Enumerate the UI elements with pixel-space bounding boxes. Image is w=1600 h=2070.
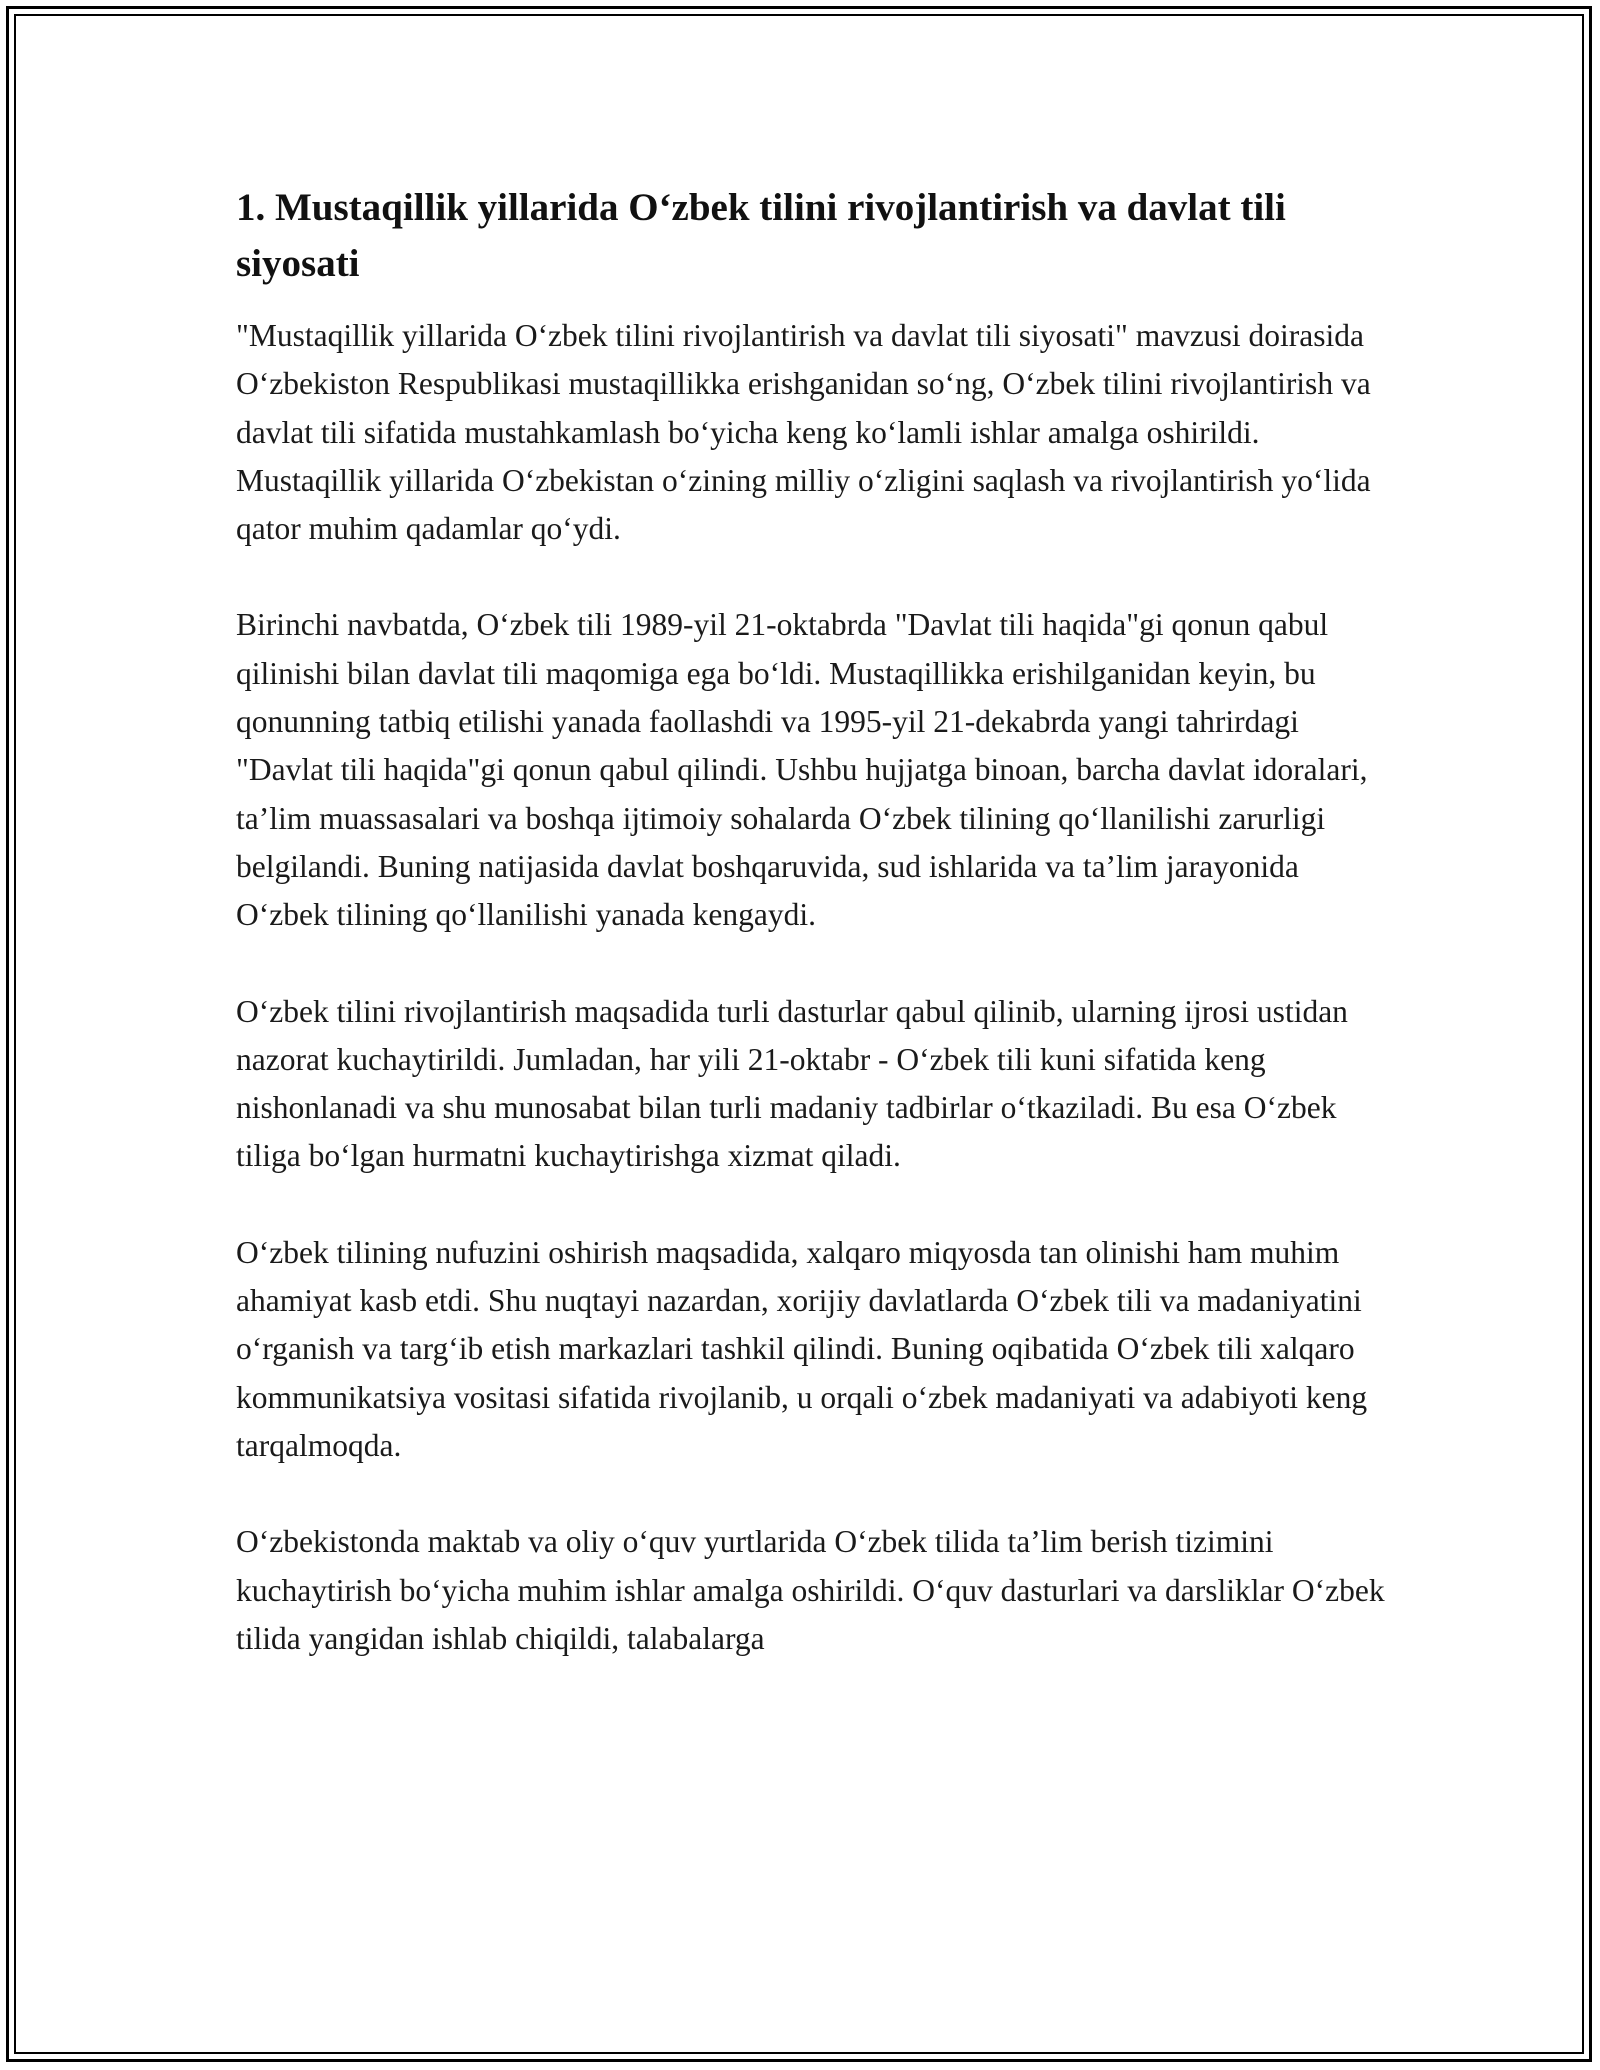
section-heading: 1. Mustaqillik yillarida O‘zbek tilini rivojlantirish va davlat tili siyosati [236, 186, 1286, 285]
paragraph: O‘zbek tilining nufuzini oshirish maqsadida, xalqaro miqyosda tan olinishi ham muhim ahamiyat kasb etdi. Shu nuqtayi nazardan, xorijiy davlatlarda O‘zbek tili va madaniyatini o‘rganish va targ‘ib etish markazlari tashkil qilindi. Buning oqibatida O‘zbek tili xalqaro kommunikatsiya vositasi sifatida rivojlanib, u orqali o‘zbek madaniyati va adabiyoti keng tarqalmoqda. [236, 1234, 1368, 1463]
paragraph: O‘zbekistonda maktab va oliy o‘quv yurtlarida O‘zbek tilida ta’lim berish tizimini kuchaytirish bo‘yicha muhim ishlar amalga oshirildi. O‘quv dasturlari va darsliklar O‘zbek tilida yangidan ishlab chiqildi, talabalarga [236, 1524, 1385, 1656]
paragraph: "Mustaqillik yillarida O‘zbek tilini rivojlantirish va davlat tili siyosati" mavzusi doirasida O‘zbekiston Respublikasi mustaqillikka erishganidan so‘ng, O‘zbek tilini rivojlantirish va davlat tili sifatida mustahkamlash bo‘yicha keng ko‘lamli ishlar amalga oshirildi. Mustaqillik yillarida O‘zbekistan o‘zining milliy o‘zligini saqlash va rivojlantirish yo‘lida qator muhim qadamlar qo‘ydi. [236, 318, 1371, 547]
paragraph: Birinchi navbatda, O‘zbek tili 1989-yil 21-oktabrda "Davlat tili haqida"gi qonun qabul qilinishi bilan davlat tili maqomiga ega bo‘ldi. Mustaqillikka erishilganidan keyin, bu qonunning tatbiq etilishi yanada faollashdi va 1995-yil 21-dekabrda yangi tahrirdagi "Davlat tili haqida"gi qonun qabul qilindi. Ushbu hujjatga binoan, barcha davlat idoralari, ta’lim muassasalari va boshqa ijtimoiy sohalarda O‘zbek tilining qo‘llanilishi zarurligi belgilandi. Buning natijasida davlat boshqaruvida, sud ishlarida va ta’lim jarayonida O‘zbek tilining qo‘llanilishi yanada kengaydi. [236, 607, 1368, 933]
paragraph: O‘zbek tilini rivojlantirish maqsadida turli dasturlar qabul qilinib, ularning ijrosi ustidan nazorat kuchaytirildi. Jumladan, har yili 21-oktabr - O‘zbek tili kuni sifatida keng nishonlanadi va shu munosabat bilan turli madaniy tadbirlar o‘tkaziladi. Bu esa O‘zbek tiliga bo‘lgan hurmatni kuchaytirishga xizmat qiladi. [236, 993, 1348, 1174]
document-page [236, 180, 1386, 1711]
